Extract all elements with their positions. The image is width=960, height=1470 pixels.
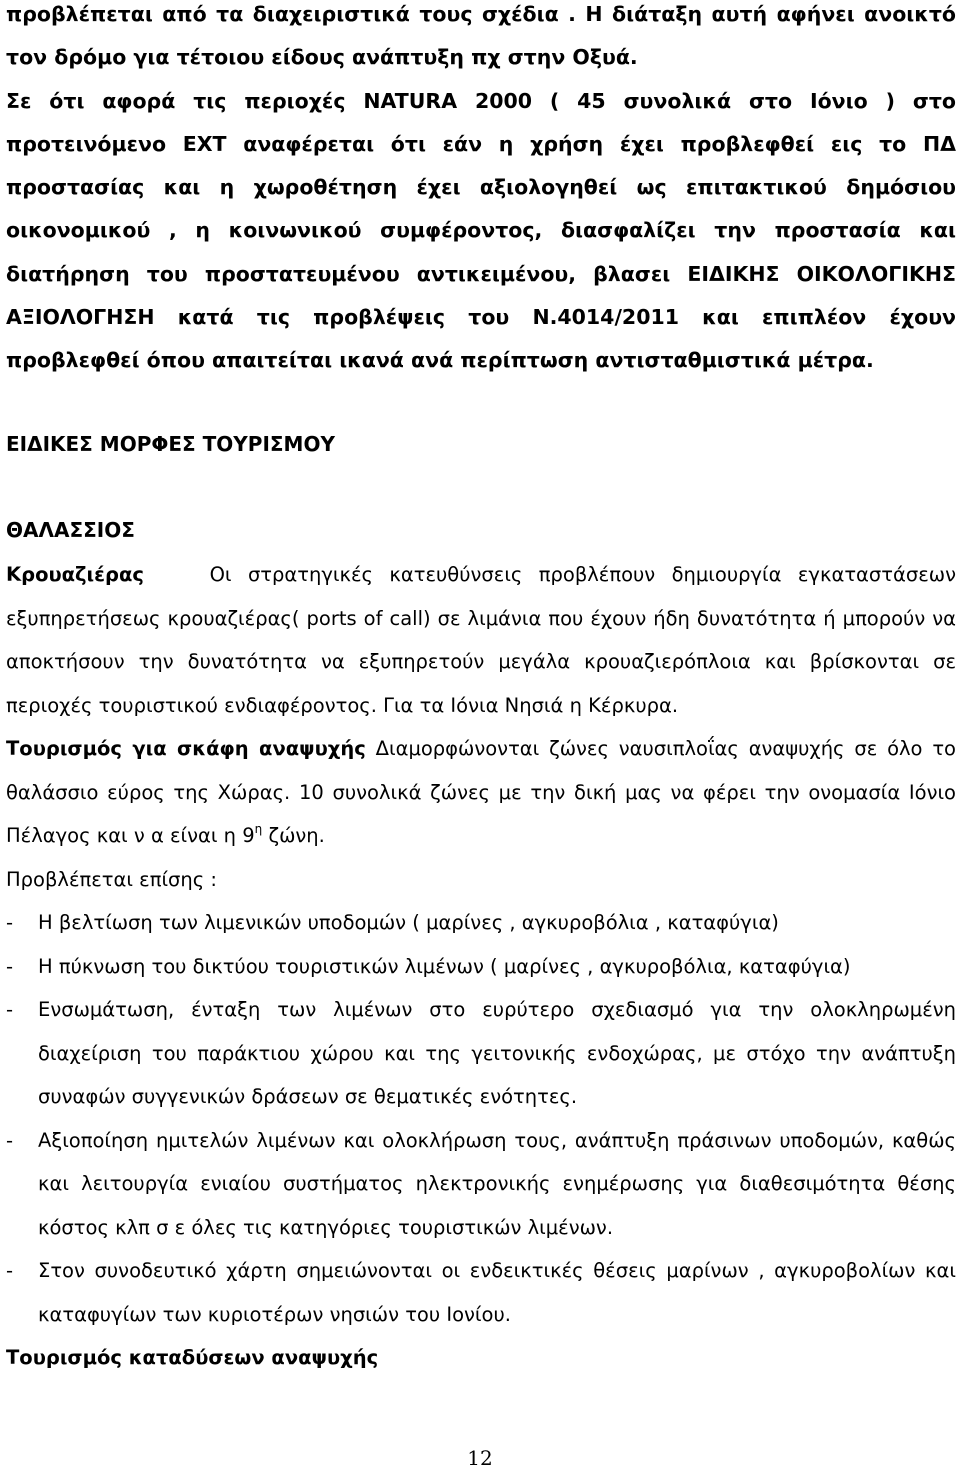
intro-line: προτεινόμενο ΕΧΤ αναφέρεται ότι εάν η χρήση έχει προβλεφθεί εις το ΠΔ <box>6 131 956 156</box>
list-item <box>6 901 956 945</box>
intro-paragraph <box>6 0 956 383</box>
list-dash: - <box>6 1128 14 1152</box>
yachting-tail: ζώνη. <box>262 824 325 847</box>
intro-line: προβλεφθεί όπου απαιτείται ικανά ανά περίπτωση αντισταθμιστικά μέτρα. <box>6 348 874 373</box>
section-heading: ΕΙΔΙΚΕΣ ΜΟΡΦΕΣ ΤΟΥΡΙΣΜΟΥ <box>6 432 335 456</box>
intro-line: διατήρηση του προστατευμένου αντικειμένου, βλασει ΕΙΔΙΚΗΣ ΟΙΚΟΛΟΓΙΚΗΣ <box>6 261 956 286</box>
cruise-label: Κρουαζιέρας <box>6 563 144 586</box>
list-item <box>6 1249 956 1336</box>
cruise-paragraph <box>6 553 956 727</box>
page-number: 12 <box>467 1446 493 1470</box>
list-item-text: Αξιοποίηση ημιτελών λιμένων και ολοκλήρωση τους, ανάπτυξη πράσινων υποδομών, καθώς και λειτουργία ενιαίου συστήματος ηλεκτρονικής ενημέρωσης για διαθεσιμότητα θέσης κόστος κλπ σ ε όλες τις κατηγόριες τουριστικών λιμένων. <box>38 1128 956 1239</box>
cruise-text: Οι στρατηγικές κατευθύνσεις προβλέπουν δημιουργία εγκαταστάσεων εξυπηρετήσεως κρουαζιέρας( ports of call) σε λιμάνια που έχουν ήδη δυνατότητα ή μπορούν να αποκτήσουν την δυνατότητα να εξυπηρετούν μεγάλα κρουαζιερόπλοια και βρίσκονται σε περιοχές τουριστικού ενδιαφέροντος. Για τα Ιόνια Νησιά η Κέρκυρα. <box>6 563 956 717</box>
yachting-paragraph <box>6 727 956 858</box>
final-heading: Τουρισμός καταδύσεων αναψυχής <box>6 1346 379 1369</box>
yachting-text: Διαμορφώνονται ζώνες ναυσιπλοΐας αναψυχής σε όλο το θαλάσσιο εύρος της Χώρας. 10 συνολικά ζώνες με την δική μας να φέρει την ονομασία Ιόνιο Πέλαγος και ν α είναι η 9 <box>6 737 956 847</box>
list-item <box>6 988 956 1119</box>
ordinal-superscript: η <box>254 822 263 836</box>
measures-list <box>6 901 956 1336</box>
list-item-text: Ενσωμάτωση, ένταξη των λιμένων στο ευρύτερο σχεδιασμό για την ολοκληρωμένη διαχείριση του παράκτιου χώρου και της γειτονικής ενδοχώρας, με στόχο την ανάπτυξη συναφών συγγενικών δράσεων σε θεματικές ενότητες. <box>38 998 956 1108</box>
intro-line: προστασίας και η χωροθέτηση έχει αξιολογηθεί ως επιτακτικού δημόσιου <box>6 175 956 200</box>
intro-line: ΑΞΙΟΛΟΓΗΣΗ κατά τις προβλέψεις του Ν.4014/2011 και επιπλέον έχουν <box>6 305 956 330</box>
list-item-text: Η βελτίωση των λιμενικών υποδομών ( μαρίνες , αγκυροβόλια , καταφύγια) <box>38 911 779 934</box>
list-item <box>6 1119 956 1250</box>
list-item <box>6 945 956 989</box>
list-dash: - <box>6 1259 14 1282</box>
intro-line: Σε ότι αφορά τις περιοχές NATURA 2000 ( 45 συνολικά στο Ιόνιο ) στο <box>6 88 956 113</box>
also-foreseen: Προβλέπεται επίσης : <box>6 867 217 891</box>
list-dash: - <box>6 998 14 1021</box>
intro-line: τον δρόμο για τέτοιου είδους ανάπτυξη πχ στην Οξυά. <box>6 45 638 70</box>
yachting-label: Τουρισμός για σκάφη αναψυχής <box>6 737 366 760</box>
list-dash: - <box>6 911 14 934</box>
intro-line: οικονομικού , η κοινωνικού συμφέροντος, διασφαλίζει την προστασία και <box>6 218 956 243</box>
list-item-text: Στον συνοδευτικό χάρτη σημειώνονται οι ενδεικτικές θέσεις μαρίνων , αγκυροβολίων και καταφυγίων των κυριοτέρων νησιών του Ιονίου. <box>38 1259 956 1326</box>
subsection-heading: ΘΑΛΑΣΣΙΟΣ <box>6 518 135 542</box>
intro-line: προβλέπεται από τα διαχειριστικά τους σχέδια . Η διάταξη αυτή αφήνει ανοικτό <box>6 2 956 26</box>
marine-body <box>6 553 956 1380</box>
list-dash: - <box>6 954 14 978</box>
list-item-text: Η πύκνωση του δικτύου τουριστικών λιμένων ( μαρίνες , αγκυροβόλια, καταφύγια) <box>38 954 851 978</box>
